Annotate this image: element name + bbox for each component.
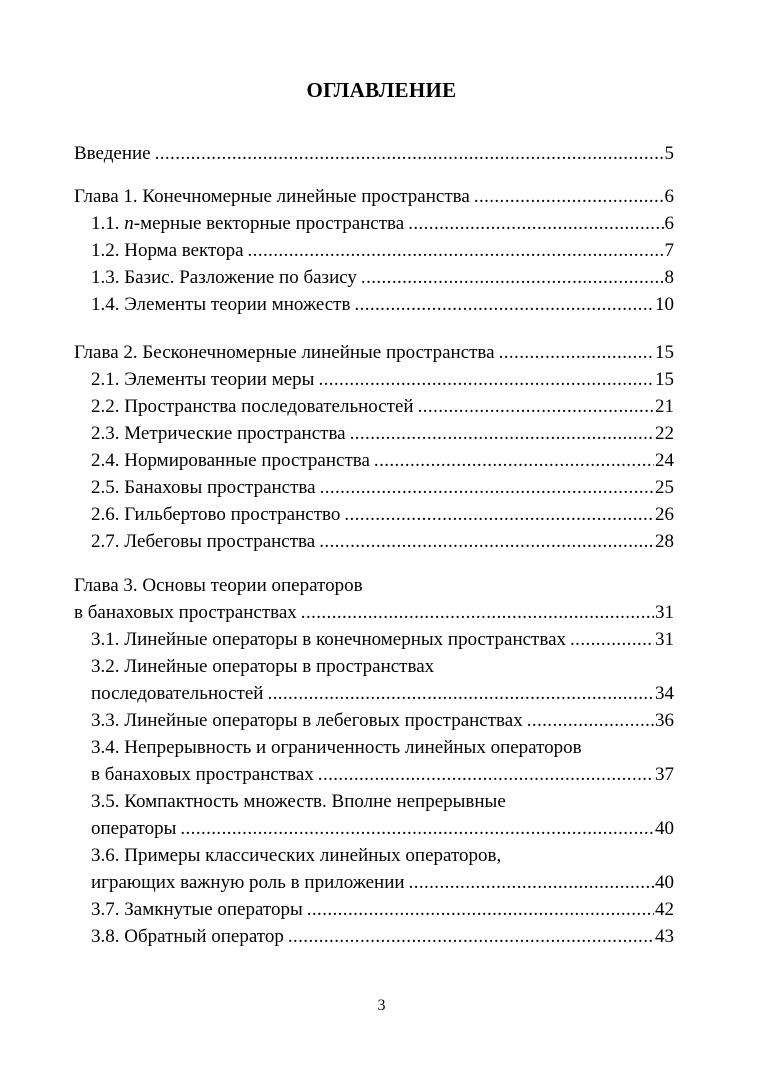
dot-leader <box>288 923 654 950</box>
toc-entry-label: 3.4. Непрерывность и ограниченность линейных операторов <box>91 737 582 758</box>
toc-entry-label: 2.3. Метрические пространства <box>91 423 346 444</box>
toc-entry-3-6-line-2[interactable] <box>91 869 674 896</box>
dot-leader <box>350 420 654 447</box>
toc-entry-page: 28 <box>655 531 674 552</box>
toc-entry-page: 8 <box>664 267 674 288</box>
toc-entry-label: 2.1. Элементы теории меры <box>91 369 315 390</box>
dot-leader <box>155 140 664 167</box>
toc-entry-chapter-1[interactable] <box>74 183 674 210</box>
dot-leader <box>499 339 654 366</box>
toc-entry-3-1[interactable] <box>91 626 674 653</box>
toc-entry-3-5-line-1[interactable] <box>91 788 674 815</box>
toc-entry-2-7[interactable] <box>91 528 674 555</box>
toc-entry-label: играющих важную роль в приложении <box>91 872 405 893</box>
toc-entry-page: 6 <box>664 213 674 234</box>
toc-entry-label: Введение <box>74 143 151 164</box>
toc-entry-2-3[interactable] <box>91 420 674 447</box>
toc-entry-page: 7 <box>664 240 674 261</box>
toc-entry-page: 15 <box>655 369 674 390</box>
dot-leader <box>319 528 654 555</box>
toc-entry-label: 2.5. Банаховы пространства <box>91 477 316 498</box>
dot-leader <box>301 599 654 626</box>
toc-entry-3-3[interactable] <box>91 707 674 734</box>
toc-entry-page: 5 <box>664 143 674 164</box>
dot-leader <box>361 264 664 291</box>
toc-entry-page: 21 <box>655 396 674 417</box>
toc-entry-label: 1.2. Норма вектора <box>91 240 244 261</box>
toc-entry-page: 6 <box>664 186 674 207</box>
dot-leader <box>570 626 654 653</box>
toc-entry-1-1[interactable] <box>91 210 674 237</box>
toc-entry-page: 10 <box>655 294 674 315</box>
toc-entry-page: 42 <box>655 899 674 920</box>
toc-entry-2-5[interactable] <box>91 474 674 501</box>
dot-leader <box>474 183 664 210</box>
dot-leader <box>248 237 664 264</box>
toc-entry-2-4[interactable] <box>91 447 674 474</box>
toc-entry-page: 34 <box>655 683 674 704</box>
toc-entry-1-4[interactable] <box>91 291 674 318</box>
toc-entry-3-2-line-2[interactable] <box>91 680 674 707</box>
dot-leader <box>408 210 663 237</box>
toc-entry-page: 40 <box>655 872 674 893</box>
toc-entry-label: 3.7. Замкнутые операторы <box>91 899 303 920</box>
toc-entry-label: 1.1. n-мерные векторные пространства <box>91 213 405 234</box>
toc-entry-label: 3.3. Линейные операторы в лебеговых пространствах <box>91 710 523 731</box>
toc-entry-label: 2.6. Гильбертово пространство <box>91 504 341 525</box>
toc-entry-label: Глава 2. Бесконечномерные линейные пространства <box>74 342 495 363</box>
toc-entry-page: 25 <box>655 477 674 498</box>
dot-leader <box>374 447 654 474</box>
toc-entry-page: 31 <box>655 629 674 650</box>
toc-entry-3-2-line-1[interactable] <box>91 653 674 680</box>
dot-leader <box>418 393 654 420</box>
toc-entry-label: 3.2. Линейные операторы в пространствах <box>91 656 435 677</box>
toc-entry-label: 3.6. Примеры классических линейных операторов, <box>91 845 502 866</box>
dot-leader <box>354 291 654 318</box>
dot-leader <box>320 474 654 501</box>
toc-entry-label: Глава 3. Основы теории операторов <box>74 575 363 596</box>
toc-entry-page: 43 <box>655 926 674 947</box>
toc-entry-introduction[interactable] <box>74 140 674 167</box>
toc-entry-3-8[interactable] <box>91 923 674 950</box>
toc-entry-label: 2.2. Пространства последовательностей <box>91 396 414 417</box>
toc-entry-label: в банаховых пространствах <box>91 764 314 785</box>
dot-leader <box>409 869 654 896</box>
dot-leader <box>307 896 654 923</box>
toc-entry-1-3[interactable] <box>91 264 674 291</box>
dot-leader <box>318 366 654 393</box>
toc-entry-page: 15 <box>655 342 674 363</box>
toc-entry-3-6-line-1[interactable] <box>91 842 674 869</box>
toc-entry-3-4-line-2[interactable] <box>91 761 674 788</box>
toc-entry-chapter-3-line-2[interactable] <box>74 599 674 626</box>
page-number: 3 <box>377 997 386 1014</box>
toc-entry-label: последовательностей <box>91 683 264 704</box>
toc-entry-chapter-2[interactable] <box>74 339 674 366</box>
dot-leader <box>318 761 654 788</box>
toc-entry-label: 3.8. Обратный оператор <box>91 926 284 947</box>
toc-entry-3-7[interactable] <box>91 896 674 923</box>
toc-entry-label: операторы <box>91 818 177 839</box>
toc-entry-label: 1.4. Элементы теории множеств <box>91 294 351 315</box>
toc-entry-chapter-3-line-1[interactable] <box>74 572 674 599</box>
toc-entry-2-1[interactable] <box>91 366 674 393</box>
toc-entry-label: 3.1. Линейные операторы в конечномерных пространствах <box>91 629 567 650</box>
toc-entry-page: 37 <box>655 764 674 785</box>
toc-entry-label: 2.4. Нормированные пространства <box>91 450 370 471</box>
toc-entry-label: 3.5. Компактность множеств. Вполне непрерывные <box>91 791 506 812</box>
page-title: ОГЛАВЛЕНИЕ <box>306 78 457 102</box>
toc-entry-page: 36 <box>655 710 674 731</box>
toc-entry-page: 31 <box>655 602 674 623</box>
toc-entry-2-2[interactable] <box>91 393 674 420</box>
toc-entry-page: 22 <box>655 423 674 444</box>
toc-entry-3-4-line-1[interactable] <box>91 734 674 761</box>
toc-entry-label: Глава 1. Конечномерные линейные пространства <box>74 186 470 207</box>
toc-entry-label: 2.7. Лебеговы пространства <box>91 531 316 552</box>
toc-entry-2-6[interactable] <box>91 501 674 528</box>
toc-entry-page: 40 <box>655 818 674 839</box>
toc-entry-label: в банаховых пространствах <box>74 602 297 623</box>
dot-leader <box>527 707 654 734</box>
math-variable-n: n <box>124 213 134 234</box>
toc-entry-page: 26 <box>655 504 674 525</box>
toc-entry-label: 1.3. Базис. Разложение по базису <box>91 267 357 288</box>
dot-leader <box>344 501 654 528</box>
dot-leader <box>180 815 654 842</box>
toc-entry-3-5-line-2[interactable] <box>91 815 674 842</box>
toc-entry-page: 24 <box>655 450 674 471</box>
dot-leader <box>267 680 654 707</box>
toc-entry-1-2[interactable] <box>91 237 674 264</box>
